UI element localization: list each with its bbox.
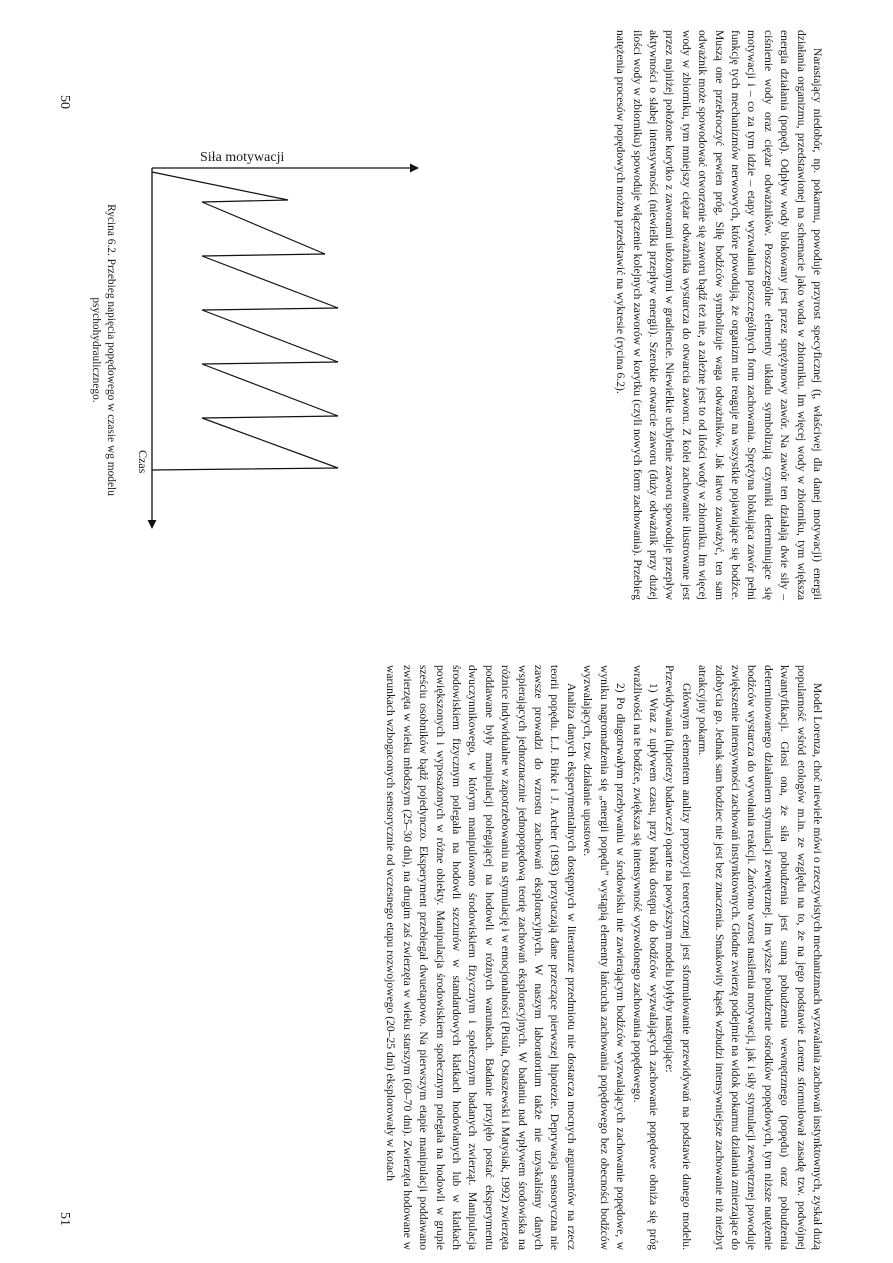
left-page-number: 50 bbox=[57, 95, 72, 109]
y-axis-label: Siła motywacji bbox=[200, 150, 285, 165]
left-page-text bbox=[445, 30, 825, 600]
right-paragraph-1: Model Lorenza, choć niewiele mówi o rzeczywistych mechanizmach wyzwalania zachowań instynktownych, zyskał dużą popularność wśród etologów m.in. ze względu na to, że na jego podstawie Lorenz sformułował zasadę tzw. podwójnej kwantyfikacji. Głosi ona, że siła pobudzenia jest sumą pobudzenia wewnętrznego (popędu) oraz pobudzenia determinowanego działaniem stymulacji zewnętrznej. Im wyższe pobudzenie ośrodków popędowych, tym niższe natężenie bodźców wystarcza do wywołania reakcji. Żarówno wzrost nasilenia motywacji, jak i siły stymulacji zewnętrznej powoduje zwiększenie intensywności zachowań instynktownych. Głodne zwierzę podejmie na widok pokarmu działania zmierzające do zdobycia go. Jednak sam bodziec nie jest bez znaczenia. Smakowity kąsek wzbudzi intensywniejsze zachowanie niż niezbyt atrakcyjny pokarm. bbox=[696, 665, 824, 1250]
right-page-number: 51 bbox=[57, 1212, 72, 1226]
sawtooth-chart bbox=[100, 150, 430, 540]
figure-caption bbox=[88, 160, 118, 540]
right-paragraph-5: Analiza danych eksperymentalnych dostępnych w literaturze przedmiotu nie dostarcza mocnych argumentów na rzecz teorii popędu. L.J. Birke i J. Archer (1983) przytaczają dane przeczące pierwszej hipotezie. Deprywacja sensoryczna nie zawsze prowadzi do wzrostu zachowań eksploracyjnych. W naszym laboratorium także nie uzyskaliśmy danych wspierających jednoznacznie jednopopędową teorię zachowań eksploracyjnych. W badaniu nad wpływem środowiska na różnice indywidualne w zapotrzebowaniu na stymulację i w emocjonalności (Pisula, Ostaszewski i Matysiak, 1992) zwierzęta poddawane były manipulacji polegającej na hodowli w różnych warunkach. Badanie przyjęło postać eksperymentu dwuczynnikowego, w którym manipulowano środowiskiem fizycznym i społecznym badanych zwierząt. Manipulacja środowiskiem fizycznym polegała na hodowli szczurów w standardowych klatkach hodowlanych lub w klatkach powiększonych i wyposażonych w różne obiekty. Manipulacja środowiskiem społecznym polegała na hodowli w grupie sześciu osobników bądź pojedynczo. Eksperyment przebiegał dwuetapowo. Na pierwszym etapie manipulacji poddawano zwierzęta w wieku młodszym (25–30 dni), na drugim zaś zwierzęta w wieku starszym (60–70 dni). Zwierzęta hodowane w warunkach wzbogaconych sensorycznie od wczesnego etapu rozwojowego (20–25 dni) eksplorowały w kotach bbox=[384, 665, 578, 1250]
right-page-text bbox=[80, 665, 825, 1250]
left-paragraph: Narastający niedobór, np. pokarmu, powoduje przyrost specyficznej (ţ, właściwej dla danej motywacji) energii działania organizmu, przedstawionej na schemacie jako woda w zbiorniku. Im więcej wody w zbiorniku, tym większa energia działania (popęd). Odpływ wody blokowany jest przez sprężynowy zawór. Na zawór ten działają dwie siły – ciśnienie wody oraz ciężar odważników. Poszczególne elementy układu symbolizują czynniki determinujące się motywacji i – co za tym idzie – etapy wyzwalania poszczególnych form zachowania. Sprężyna blokująca zawór pełni funkcję tych mechanizmów nerwowych, które powodują, że organizm nie reaguje na wszystkie pojawiające się bodźce. Muszą one przekroczyć pewien próg. Siłę bodźców symbolizuje waga odważników. Jak łatwo zauważyć, ten sam odważnik może spowodować otworzenie się zaworu bądź też nie, a zależne jest to od ilości wody w zbiorniku. Im więcej wody w zbiorniku, tym mniejszy ciężar odważnika wystarcza do otwarcia zaworu. Z kolei zachowanie ilustrowane jest przez najniżej położone korytko z zaworami ułożonymi w gradiencie. Niewielkie uchylenie zaworu spowoduje przepływ aktywności o słabej intensywności (niewielki przepływ energii). Szerokie otwarcie zaworu (duży odważnik przy dużej ilości wody w zbiorniku) spowoduje włączenie kolejnych zaworów w korytku (czyli nowych form zachowania). Przebieg natężenia procesów popędowych można przedstawić na wykresie (rycina 6.2). bbox=[614, 30, 824, 600]
right-paragraph-4: 2) Po długotrwałym przebywaniu w środowisku nie zawierającym bodźców wyzwalających zachowanie popędowe, w wyniku nagromadzenia się „energii popędu” wystąpią elementy łańcucha zachowania popędowego bez obecności bodźców wyzwalających, tzw. działanie upustowe. bbox=[581, 665, 628, 1250]
right-paragraph-2: Głównym elementem analizy propozycji teoretycznej jest sformułowanie przewidywań na podstawie danego modelu. Przewidywania (hipotezy badawcze) oparte na powyższym modelu byłyby następujące: bbox=[663, 665, 693, 1250]
x-axis-label: Czas bbox=[136, 450, 150, 474]
caption-line-2: psychohydraulicznego. bbox=[90, 297, 102, 403]
motivation-curve bbox=[152, 172, 338, 470]
figure-6-2 bbox=[100, 150, 430, 540]
right-paragraph-3: 1) Wraz z upływem czasu, przy braku dostępu do bodźców wyzwalających zachowanie popędowe obniża się próg wrażliwości na te bodźce, zwiększa się intensywność wyzwolonego zachowania popędowego. bbox=[630, 665, 660, 1250]
caption-line-1: Rycina 6.2. Przebieg napięcia popędowego w czasie wg modelu bbox=[105, 204, 117, 496]
